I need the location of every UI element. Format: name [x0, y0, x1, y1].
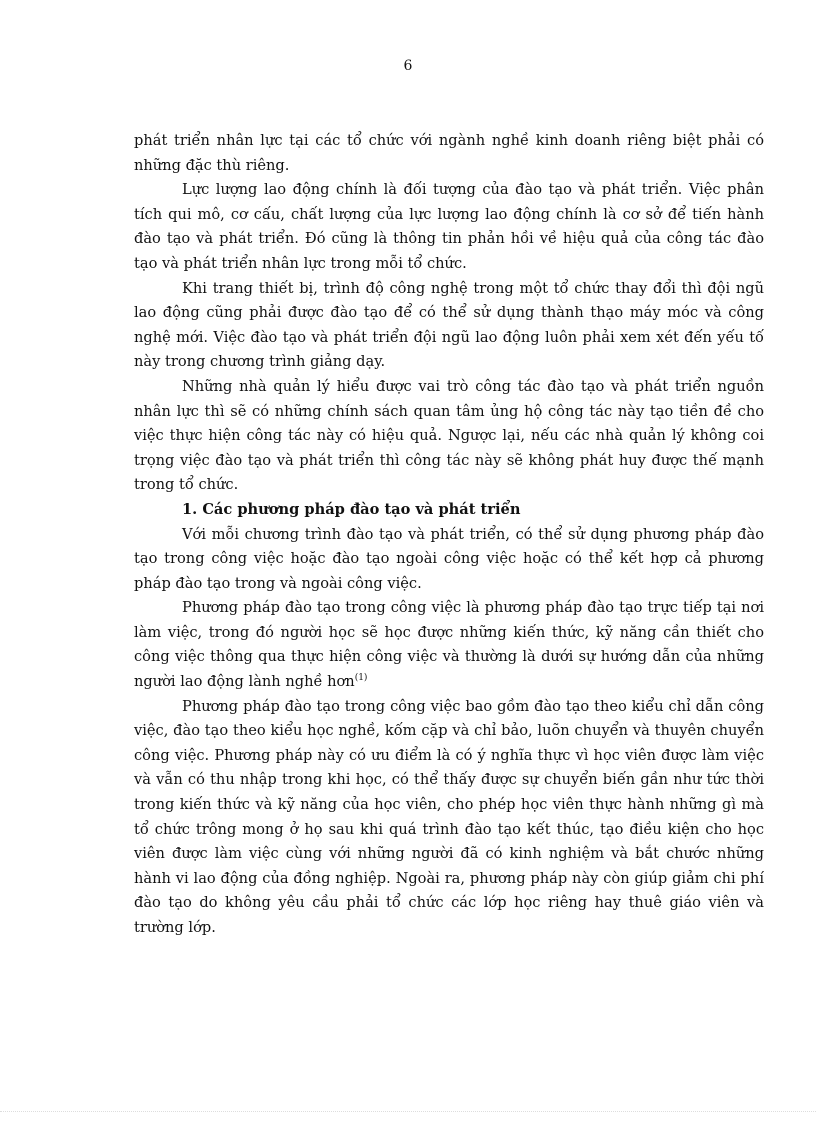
paragraph-managers: Những nhà quản lý hiểu được vai trò công tác đào tạo và phát triển nguồn nhân lực thì sẽ có những chính sách quan tâm ủng hộ công tác này tạo tiền đề cho việc thực hiện công tác này có hiệu quả. Ngược lại, nếu các nhà quản lý không coi trọng việc đào tạo và phát triển thì công tác này sẽ không phát huy được thế mạnh trong tổ chức.	[134, 377, 764, 494]
page-bottom-rule	[0, 1111, 816, 1112]
footnote-reference[interactable]: (1)	[354, 673, 368, 684]
document-body	[134, 129, 764, 941]
paragraph-continued: phát triển nhân lực tại các tổ chức với ngành nghề kinh doanh riêng biệt phải có những đặc thù riêng.	[134, 132, 764, 174]
paragraph-on-job-definition	[134, 596, 764, 694]
section-heading: 1. Các phương pháp đào tạo và phát triển	[182, 500, 521, 518]
paragraph-technology: Khi trang thiết bị, trình độ công nghệ trong một tổ chức thay đổi thì đội ngũ lao động cũng phải được đào tạo để có thể sử dụng thành thạo máy móc và công nghệ mới. Việc đào tạo và phát triển đội ngũ lao động luôn phải xem xét đến yếu tố này trong chương trình giảng dạy.	[134, 279, 764, 371]
paragraph-methods-intro: Với mỗi chương trình đào tạo và phát triển, có thể sử dụng phương pháp đào tạo trong công việc hoặc đào tạo ngoài công việc hoặc có thể kết hợp cả phương pháp đào tạo trong và ngoài công việc.	[134, 525, 764, 592]
paragraph-on-job-text: Phương pháp đào tạo trong công việc là phương pháp đào tạo trực tiếp tại nơi làm việc, trong đó người học sẽ học được những kiến thức, kỹ năng cần thiết cho công việc thông qua thực hiện công việc và thường là dưới sự hướng dẫn của những người lao động lành nghề hơn	[134, 599, 764, 691]
page-number: 6	[403, 58, 413, 74]
paragraph-workforce: Lực lượng lao động chính là đối tượng của đào tạo và phát triển. Việc phân tích qui mô, cơ cấu, chất lượng của lực lượng lao động chính là cơ sở để tiến hành đào tạo và phát triển. Đó cũng là thông tin phản hồi về hiệu quả của công tác đào tạo và phát triển nhân lực trong mỗi tổ chức.	[134, 181, 764, 272]
paragraph-on-job-advantages: Phương pháp đào tạo trong công việc bao gồm đào tạo theo kiểu chỉ dẫn công việc, đào tạo theo kiểu học nghề, kốm cặp và chỉ bảo, luõn chuyển và thuyên chuyển công việc. Phương pháp này có ưu điểm là có ý nghĩa thực vì học viên được làm việc và vẫn có thu nhập trong khi học, có thể thấy được sự chuyển biến gần như tức thời trong kiến thức và kỹ năng của học viên, cho phép học viên thực hành những gì mà tổ chức trông mong ở họ sau khi quá trình đào tạo kết thúc, tạo điều kiện cho học viên được làm việc cùng với những người đã có kinh nghiệm và bắt chước những hành vi lao động của đồng nghiệp. Ngoài ra, phương pháp này còn giúp giảm chi phí đào tạo do không yêu cầu phải tổ chức các lớp học riêng hay thuê giáo viên và trường lớp.	[134, 697, 764, 936]
